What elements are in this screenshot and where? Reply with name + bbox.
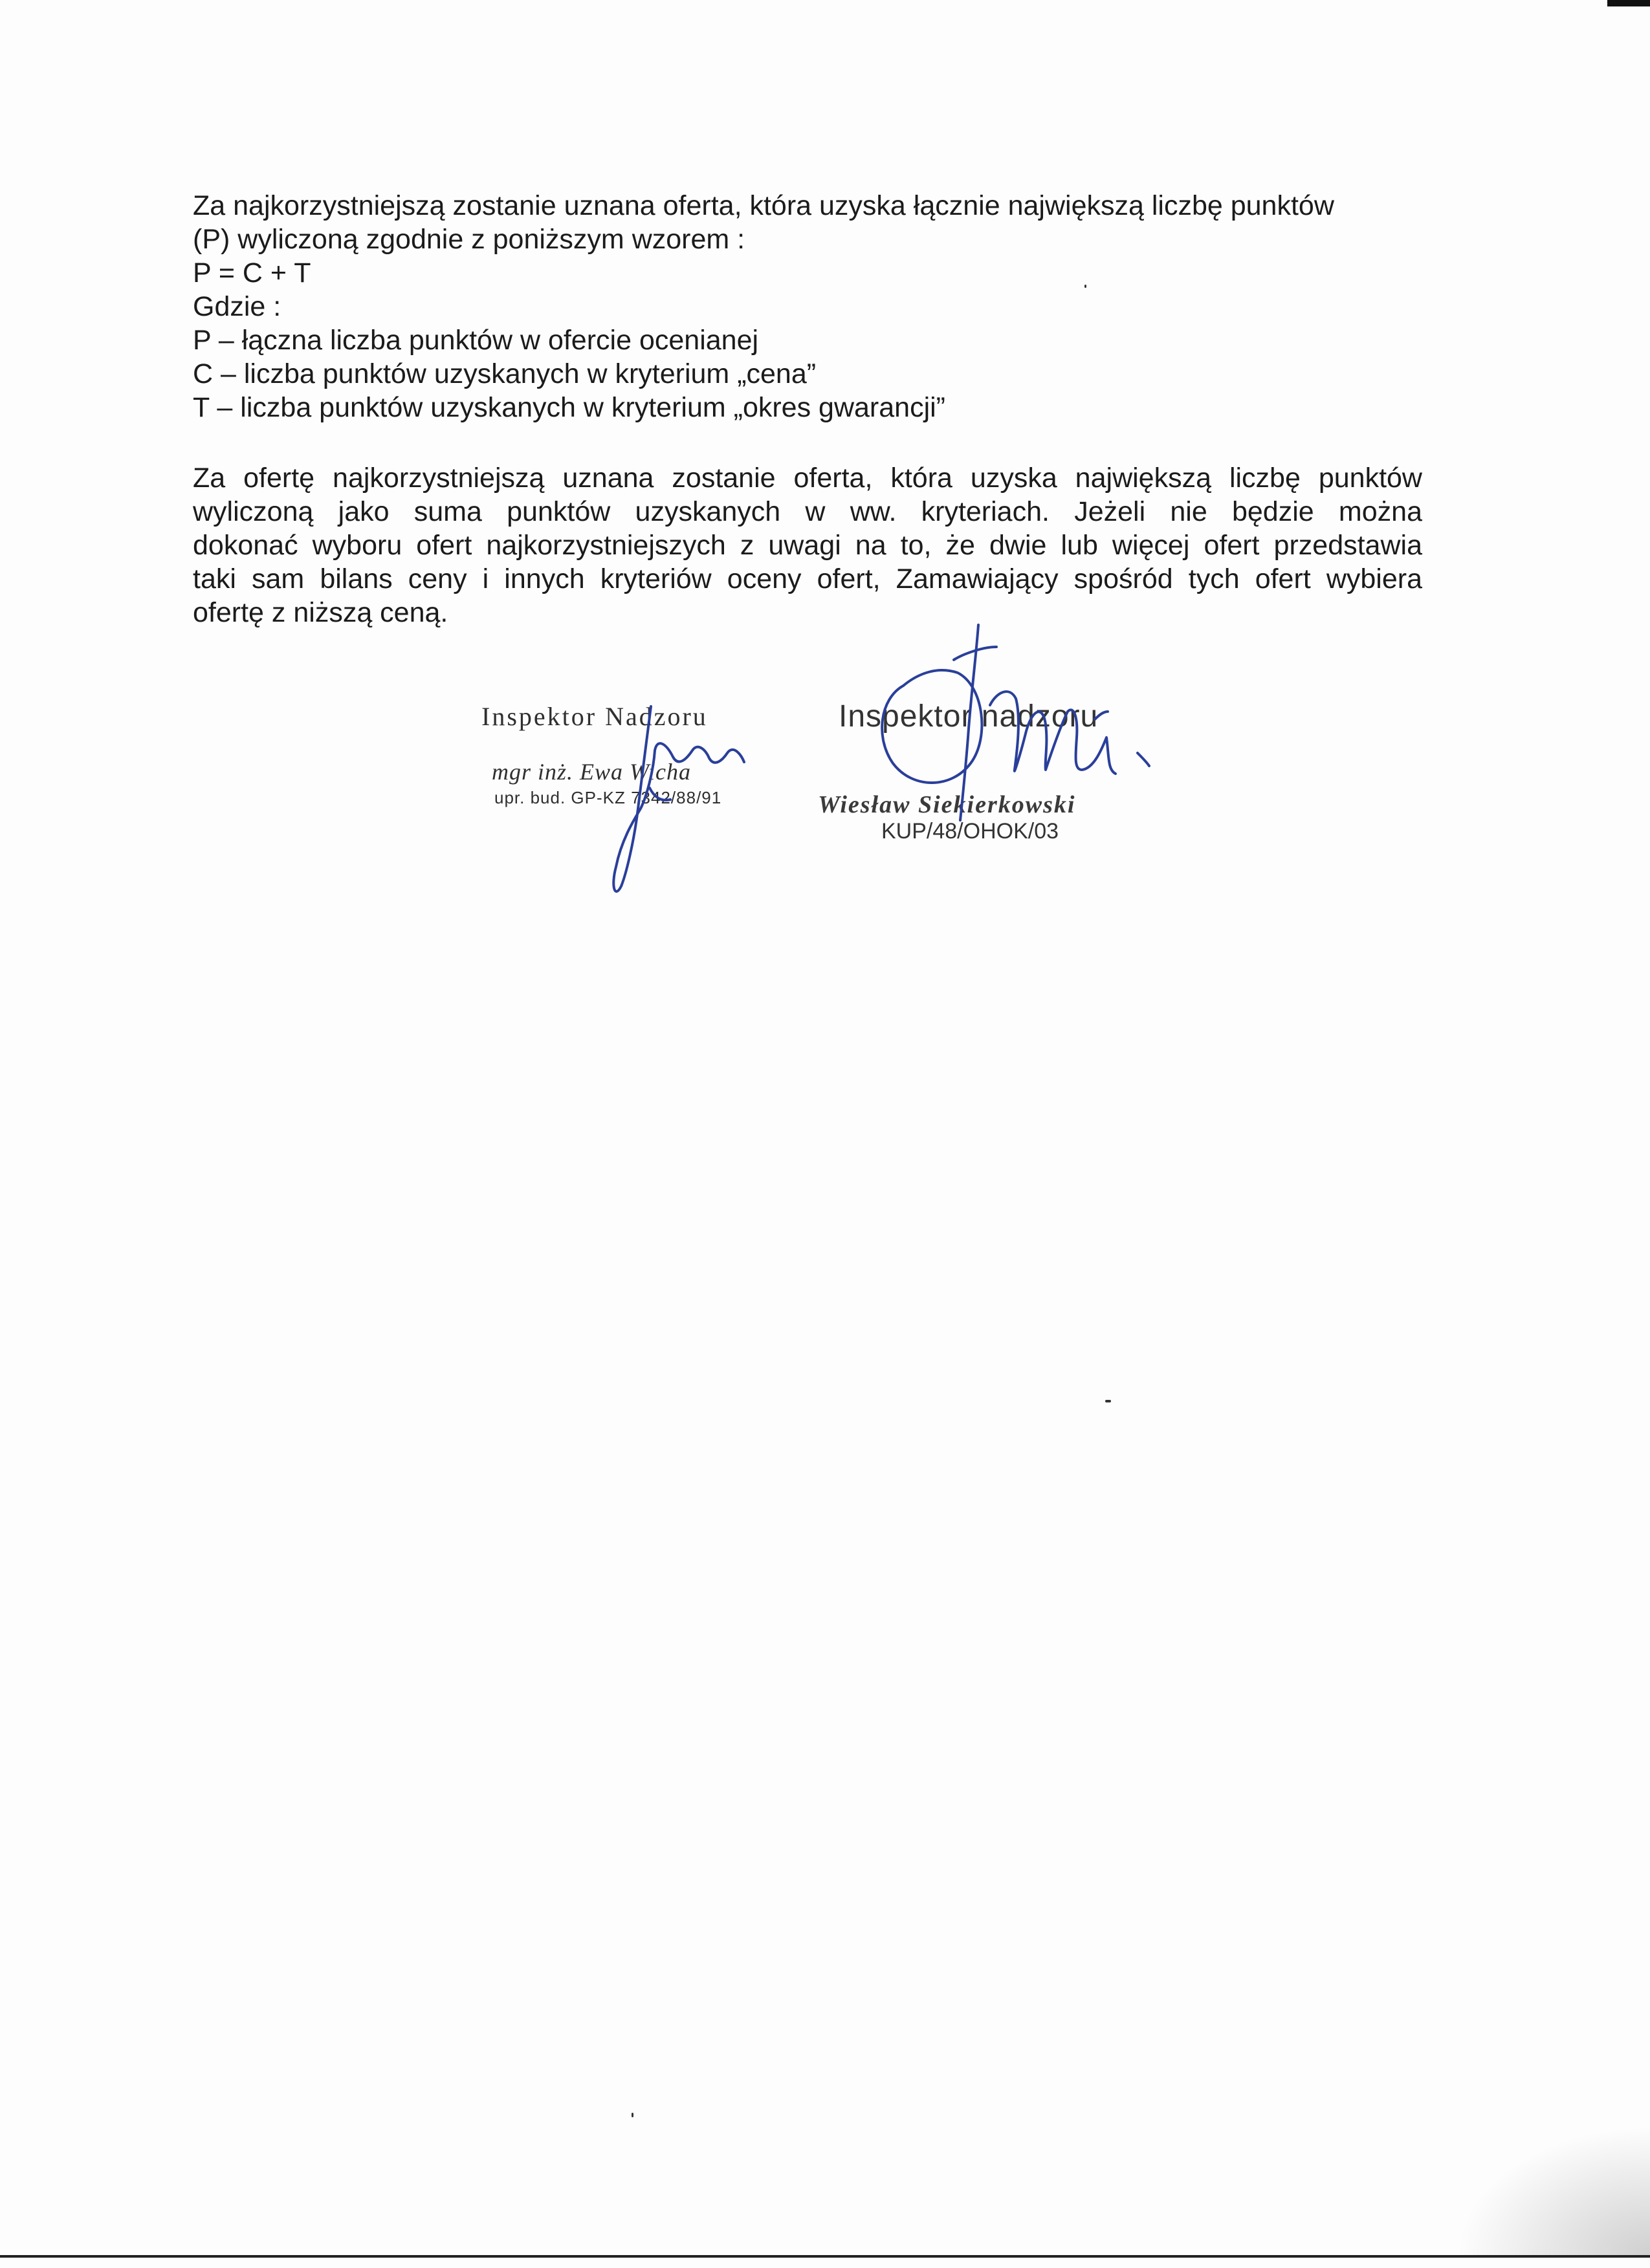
left-stamp-license: upr. bud. GP-KZ 7342/88/91 [494,788,722,807]
right-stamp-license: KUP/48/OHOK/03 [881,819,1059,844]
selection-rule-paragraph [193,461,1422,629]
text-line: Za ofertę najkorzystniejszą uznana zostanie oferta, która uzyska największą liczbę punktów [193,463,1422,494]
formula-line: P = C + T [193,257,311,289]
text-line: (P) wyliczoną zgodnie z poniższym wzorem : [193,224,745,255]
scan-edge-line [0,2255,1650,2258]
text-line: Za najkorzystniejszą zostanie uznana oferta, która uzyska łącznie największą liczbę punktów [193,190,1334,221]
text-line: ofertę z niższą ceną. [193,597,448,628]
scan-speck [632,2113,633,2117]
text-line: Gdzie : [193,291,281,322]
scan-speck [1084,285,1086,288]
scan-shadow [1456,2126,1650,2255]
text-line: wyliczoną jako suma punktów uzyskanych w ww. kryteriach. Jeżeli nie będzie można [193,496,1422,527]
left-stamp-title: Inspektor Nadzoru [481,702,708,731]
left-stamp-name: mgr inż. Ewa Wicha [492,759,692,785]
text-line: dokonać wyboru ofert najkorzystniejszych z uwagi na to, że dwie lub więcej ofert przedstawia [193,530,1422,561]
right-stamp-title: Inspektor nadzoru [839,699,1099,734]
definition-line: P – łączna liczba punktów w ofercie ocenianej [193,325,759,356]
text-line: taki sam bilans ceny i innych kryteriów oceny ofert, Zamawiający spośród tych ofert wybiera [193,563,1422,594]
right-stamp-name: Wiesław Siekierkowski [818,791,1076,818]
scan-edge-mark [1607,0,1650,6]
definition-line: C – liczba punktów uzyskanych w kryterium „cena” [193,358,817,389]
definition-line: T – liczba punktów uzyskanych w kryterium „okres gwarancji” [193,392,945,423]
scan-speck [1105,1400,1111,1402]
scoring-formula-paragraph [193,189,1422,424]
